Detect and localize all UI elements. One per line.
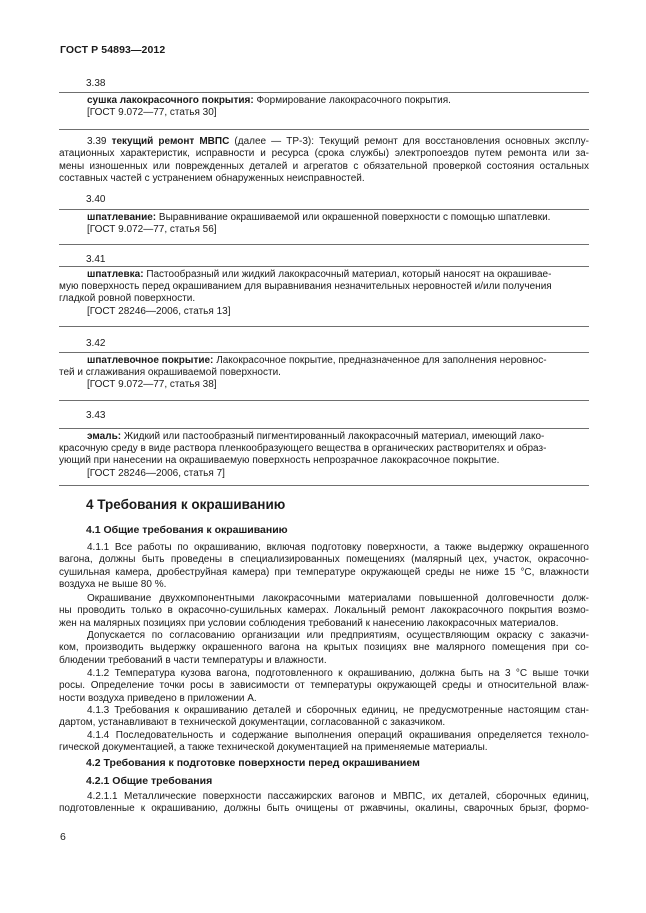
term-definition-3-38: сушка лакокрасочного покрытия: Формирование лакокрасочного покрытия. [87, 95, 451, 106]
term-reference-3-41: [ГОСТ 28246—2006, статья 13] [87, 305, 231, 317]
term-number-3-38: 3.38 [86, 78, 106, 89]
term-reference-3-40: [ГОСТ 9.072—77, статья 56] [87, 224, 217, 236]
paragraph-4-1-2: 4.1.2 Температура кузова вагона, подготовленного к окрашиванию, должна быть на 3 °С выше точки росы. Определение точки росы в зависимости от температуры окружающей среды и относительной влаж- ности воздуха приведено в приложении А. [59, 668, 589, 704]
term-number-3-43: 3.43 [86, 410, 106, 421]
term-box-3-40 [59, 209, 589, 245]
term-number-3-42: 3.42 [86, 338, 106, 349]
subsection-title-4-2-1: 4.2.1 Общие требования [86, 775, 213, 787]
subsection-title-4-2: 4.2 Требования к подготовке поверхности перед окрашиванием [86, 757, 420, 769]
term-box-3-43: эмаль: Жидкий или пастообразный пигментированный лакокрасочный материал, имеющий лако- красочную среду в виде раствора пленкообразующего вещества в органических растворителях и образ- ующий при нанесении на окрашиваемую поверхность непрозрачное лакокрасочное покрытие. [ГОСТ 28246—2006, статья 7] [59, 428, 589, 486]
term-reference-3-38: [ГОСТ 9.072—77, статья 30] [87, 107, 217, 119]
term-box-3-41: шпатлевка: Пастообразный или жидкий лакокрасочный материал, который наносят на окрашивае- мую поверхность перед окрашиванием для выравнивания незначительных неровностей и/или получения гладкой ровной поверхности. [ГОСТ 28246—2006, статья 13] [59, 266, 589, 327]
term-definition-3-41: шпатлевка: Пастообразный или жидкий лакокрасочный материал, который наносят на окрашивае- [87, 269, 552, 280]
term-definition-3-42: шпатлевочное покрытие: Лакокрасочное покрытие, предназначенное для заполнения неровнос- [87, 355, 547, 366]
term-definition-3-43: эмаль: Жидкий или пастообразный пигментированный лакокрасочный материал, имеющий лако- [87, 431, 545, 442]
term-box-3-42: шпатлевочное покрытие: Лакокрасочное покрытие, предназначенное для заполнения неровнос- тей и сглаживания окрашиваемой поверхности. [ГОСТ 9.072—77, статья 38] [59, 352, 589, 401]
page-header: ГОСТ Р 54893—2012 [60, 44, 166, 56]
paragraph-4-1-1-b: Окрашивание двухкомпонентными лакокрасочными материалами повышенной долговечности долж- ны проводить только в окрасочно-сушильных камерах. Локальный ремонт лакокрасочного покрытия возмо- жен на малярных позициях при условии соблюдения требований к нанесению лакокрасочных материалов. [59, 593, 589, 629]
section-title-4: 4 Требования к окрашиванию [86, 497, 286, 512]
paragraph-4-1-1-c: Допускается по согласованию организации или предприятиям, осуществляющим окраску с заказчи- ком, производить выдержку окрашенного вагона на крытых позициях вне малярного помещения при со- блюдении требований в части температуры и влажности. [59, 630, 589, 666]
term-number-3-40: 3.40 [86, 194, 106, 205]
term-box-3-38 [59, 92, 589, 130]
paragraph-4-1-3: 4.1.3 Требования к окрашиванию деталей и сборочных единиц, не предусмотренные настоящим стан- дартом, устанавливают в технической документации, согласованной с заказчиком. [59, 705, 589, 729]
paragraph-4-1-4: 4.1.4 Последовательность и содержание выполнения операций окрашивания определяется техноло- гической документацией, а также технической документацией на применяемые материалы. [59, 730, 589, 754]
term-definition-3-40: шпатлевание: Выравнивание окрашиваемой или окрашенной поверхности с помощью шпатлевки. [87, 212, 551, 223]
page-number: 6 [60, 831, 66, 843]
term-paragraph-3-39: 3.39 текущий ремонт МВПС (далее — ТР-3): Текущий ремонт для восстановления основных эксплу- атационных характеристик, исправности и ресурса (срока службы) электропоездов путем ремонта или за- мены изношенных или поврежденных деталей и агрегатов с обязательной проверкой состояния остальных составных частей с устранением обнаруженных неисправностей. [59, 136, 590, 184]
paragraph-4-2-1-1: 4.2.1.1 Металлические поверхности пассажирских вагонов и МВПС, их деталей, сборочных единиц, подготовленные к окрашиванию, должны быть очищены от ржавчины, окалины, сварочных брызг, формо- [59, 791, 589, 815]
term-reference-3-43: [ГОСТ 28246—2006, статья 7] [87, 467, 225, 479]
term-number-3-41: 3.41 [86, 254, 106, 265]
term-reference-3-42: [ГОСТ 9.072—77, статья 38] [87, 379, 217, 391]
subsection-title-4-1: 4.1 Общие требования к окрашиванию [86, 524, 288, 536]
paragraph-4-1-1: 4.1.1 Все работы по окрашиванию, включая подготовку поверхности, а также выдержку окрашенного вагона, должны быть проведены в специализированных помещениях (малярный цех, участок, окрасочно- сушильная камера, дробеструйная камера) при температуре окружающей среды не ниже 15 °С, влажности воздуха не выше 80 %. [59, 542, 589, 590]
